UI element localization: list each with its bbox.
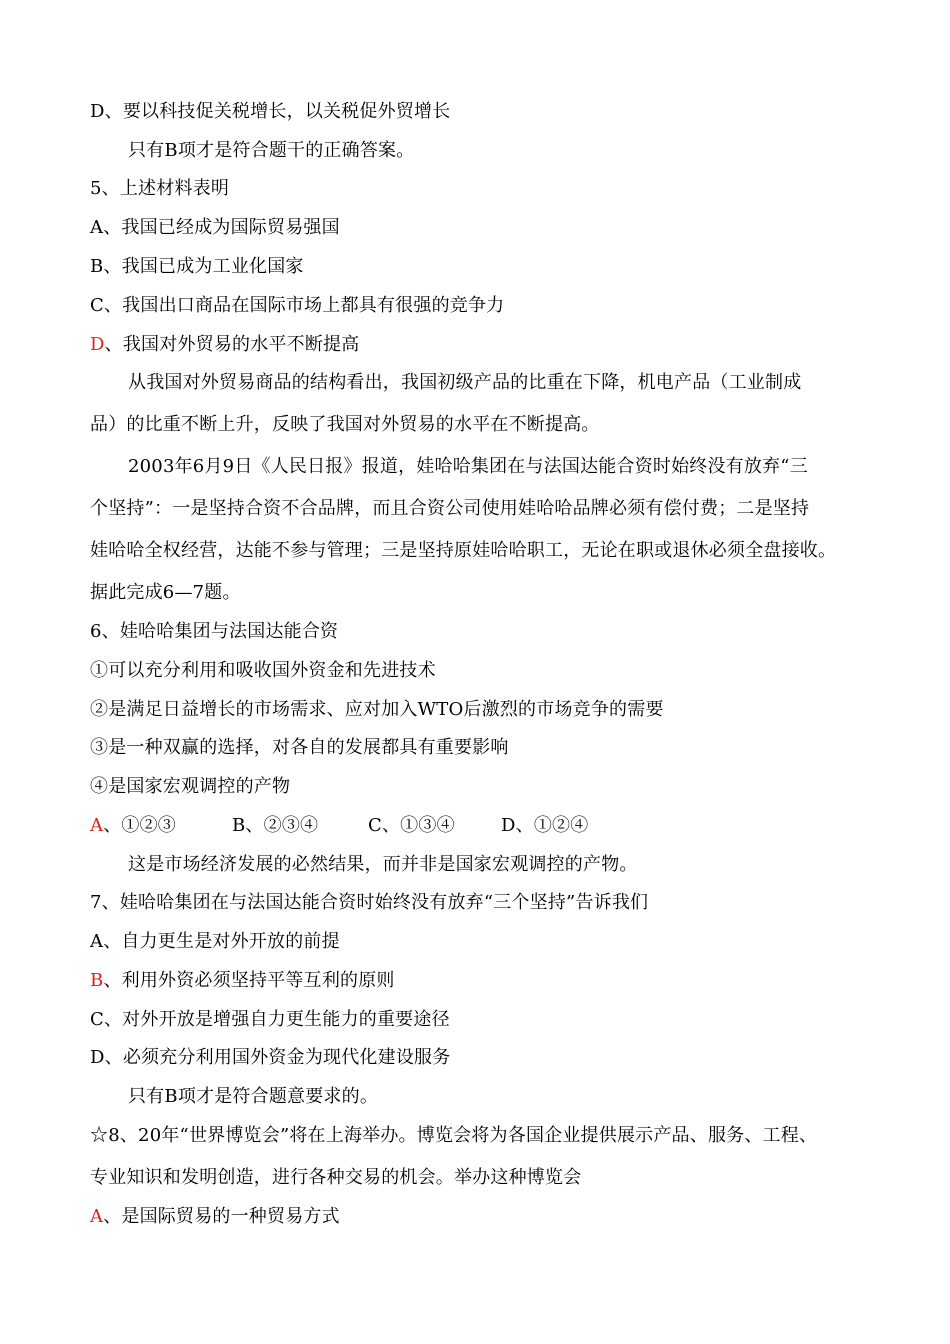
option-d-q7: D、必须充分利用国外资金为现代化建设服务 [90,1047,451,1068]
option-c-q7: C、对外开放是增强自力更生能力的重要途径 [90,1009,450,1030]
option-d-q5 [90,333,880,357]
option-text: 、是国际贸易的一种贸易方式 [103,1206,340,1227]
option-a-q7: A、自力更生是对外开放的前提 [90,931,340,952]
explanation-q5-line1: 从我国对外贸易商品的结构看出，我国初级产品的比重在下降，机电产品（工业制成 [128,372,802,393]
option-c-q6: C、①③④ [368,815,455,836]
question-6: 6、娃哈哈集团与法国达能合资 [90,621,339,642]
explanation-q7: 只有B项才是符合题意要求的。 [128,1086,379,1107]
statement-2: ②是满足日益增长的市场需求、应对加入WTO后激烈的市场竞争的需要 [90,699,664,720]
explanation-q4: 只有B项才是符合题干的正确答案。 [128,140,415,161]
material-line1: 2003年6月9日《人民日报》报道，娃哈哈集团在与法国达能合资时始终没有放弃“三 [128,456,808,477]
option-d-q4: D、要以科技促关税增长，以关税促外贸增长 [90,101,451,122]
option-b-q6: B、②③④ [232,815,319,836]
question-7: 7、娃哈哈集团在与法国达能合资时始终没有放弃“三个坚持”告诉我们 [90,892,649,913]
option-c-q5: C、我国出口商品在国际市场上都具有很强的竞争力 [90,295,505,316]
option-text: 、①②③ [103,815,177,836]
statement-3: ③是一种双赢的选择，对各自的发展都具有重要影响 [90,737,509,758]
answer-letter: A [90,815,104,836]
question-5: 5、上述材料表明 [90,178,230,199]
question-8-line1: ☆8、20年“世界博览会”将在上海举办。博览会将为各国企业提供展示产品、服务、工程、 [90,1125,818,1146]
material-line2: 个坚持”：一是坚持合资不合品牌，而且合资公司使用娃哈哈品牌必须有偿付费；二是坚持 [90,498,810,519]
explanation-q6: 这是市场经济发展的必然结果，而并非是国家宏观调控的产物。 [128,854,638,875]
option-a-q6 [90,814,232,838]
question-8-line2: 专业知识和发明创造，进行各种交易的机会。举办这种博览会 [90,1167,582,1188]
option-a-q5: A、我国已经成为国际贸易强国 [90,217,340,238]
option-b-q5: B、我国已成为工业化国家 [90,256,304,277]
options-q6 [90,814,880,838]
material-line3: 娃哈哈全权经营，达能不参与管理；三是坚持原娃哈哈职工，无论在职或退休必须全盘接收。 [90,540,837,561]
statement-4: ④是国家宏观调控的产物 [90,776,291,797]
material-line4: 据此完成6—7题。 [90,582,241,603]
answer-letter: B [90,970,104,991]
answer-letter: D [90,334,105,355]
statement-1: ①可以充分利用和吸收国外资金和先进技术 [90,660,436,681]
explanation-q5-line2: 品）的比重不断上升，反映了我国对外贸易的水平在不断提高。 [90,414,600,435]
option-d-q6: D、①②④ [501,815,589,836]
answer-letter: A [90,1206,104,1227]
option-text: 、利用外资必须坚持平等互利的原则 [103,970,395,991]
option-a-q8 [90,1205,880,1229]
option-b-q7 [90,969,880,993]
option-text: 、我国对外贸易的水平不断提高 [104,334,360,355]
